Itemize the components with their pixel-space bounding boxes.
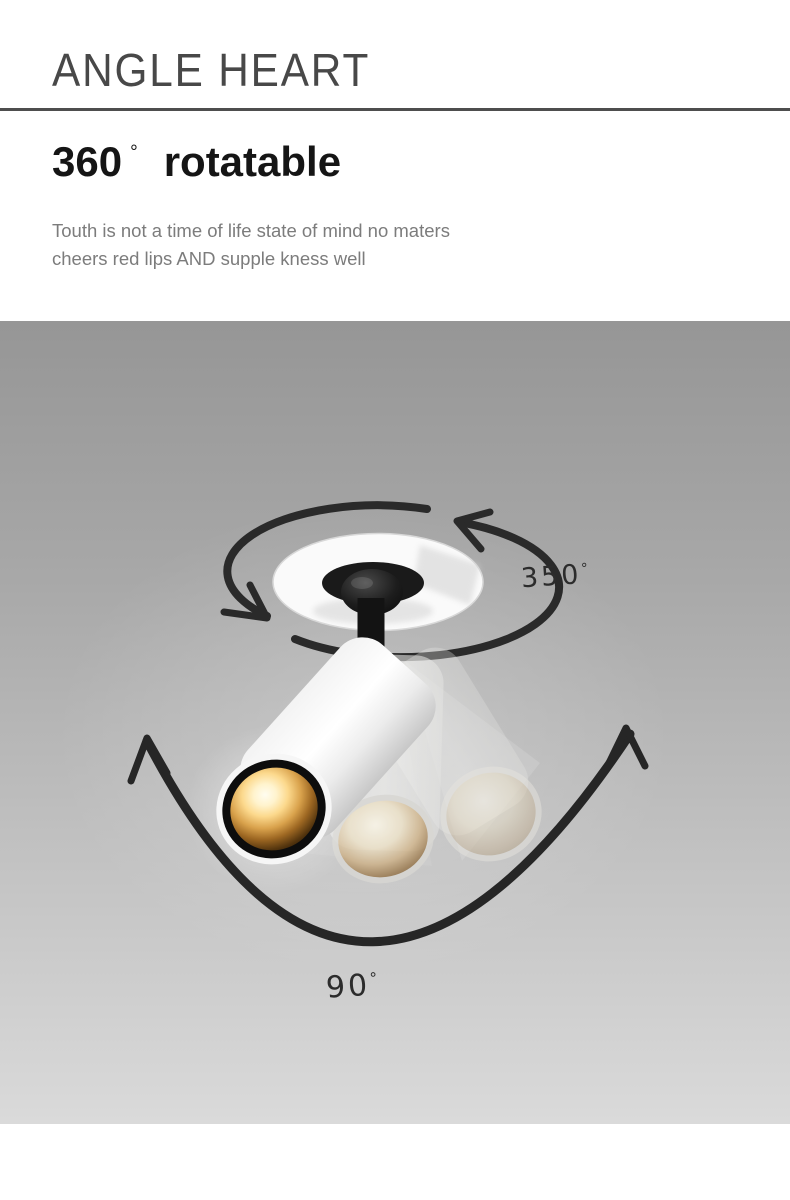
product-figure — [0, 321, 790, 1124]
tilt-angle-value: 90 — [324, 967, 372, 1006]
dome-highlight — [351, 577, 373, 589]
feature-description — [52, 217, 738, 273]
header-divider — [0, 108, 790, 111]
tilt-angle-label — [325, 967, 379, 1006]
degree-symbol: ° — [130, 142, 138, 164]
description-line-1: Touth is not a time of life state of mind no maters — [52, 219, 450, 241]
header-block — [0, 46, 790, 94]
description-line-2: cheers red lips AND supple kness well — [52, 247, 366, 269]
tilt-angle-degree: ° — [369, 968, 378, 988]
feature-block — [0, 138, 790, 272]
pan-angle-value: 350 — [520, 558, 583, 594]
pan-angle-label — [520, 558, 589, 594]
brand-title: ANGLE HEART — [52, 44, 371, 96]
feature-heading-suffix: rotatable — [163, 138, 342, 186]
feature-heading-value: 360 — [52, 138, 123, 186]
spotlight-illustration — [0, 321, 790, 1124]
pan-angle-degree: ° — [580, 560, 589, 577]
feature-heading — [52, 138, 738, 186]
